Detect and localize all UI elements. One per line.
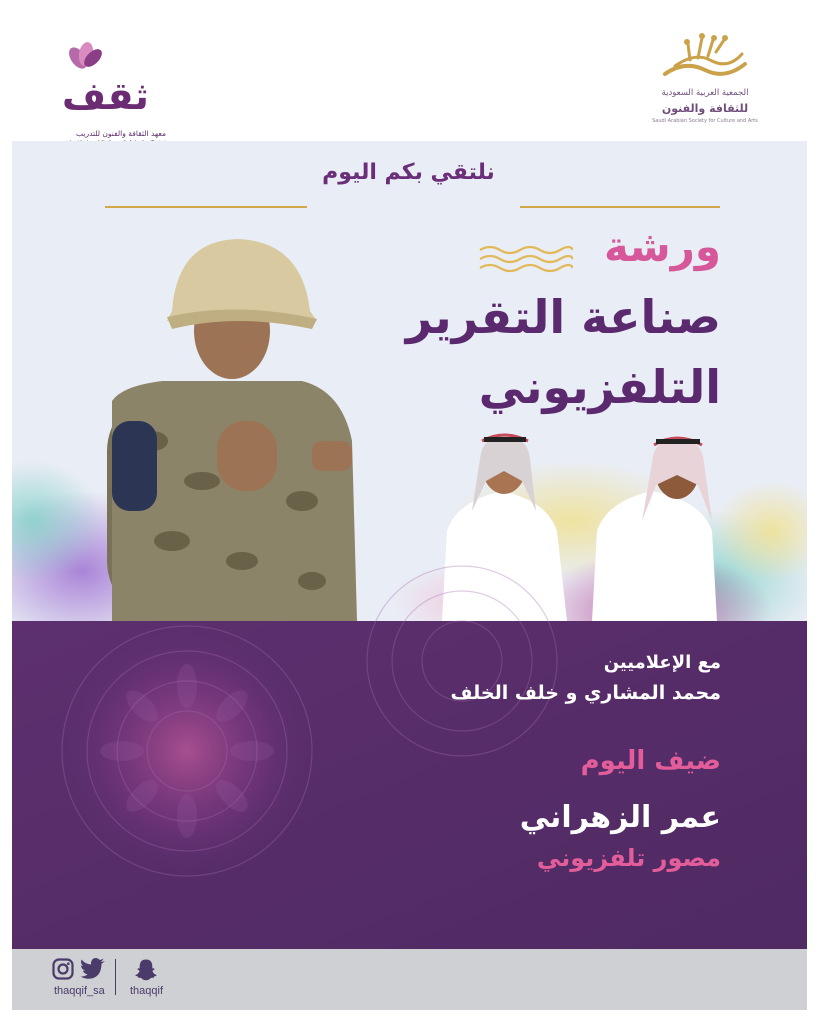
footer-separator [115, 959, 116, 995]
society-name-en: Saudi Arabian Society for Culture and Arts [652, 118, 758, 124]
guest-label: ضيف اليوم [580, 746, 721, 776]
guest-photo [107, 239, 357, 621]
thaqqif-logo [58, 30, 178, 138]
snapchat-icon[interactable] [134, 958, 158, 982]
guest-name: عمر الزهراني [519, 800, 721, 835]
calligraphy-emblem-icon [650, 30, 760, 86]
workshop-label: ورشة [603, 222, 721, 271]
wave-ornament-icon [478, 244, 573, 278]
society-name-line1: الجمعية العربية السعودية [661, 88, 749, 98]
instagram-icon[interactable] [52, 958, 74, 980]
institute-name-ar: معهد الثقافة والفنون للتدريب [76, 129, 166, 138]
guest-role: مصور تلفزيوني [536, 844, 721, 872]
workshop-title-line2: التلفزيوني [478, 360, 721, 414]
tagline: نلتقي بكم اليوم [322, 160, 495, 185]
social-handle-snapchat[interactable]: thaqqif [130, 985, 164, 997]
hosts-names: محمد المشاري و خلف الخلف [450, 682, 721, 704]
workshop-title-line1: صناعة التقرير [405, 290, 721, 344]
social-footer [12, 949, 807, 1010]
gold-divider-right [520, 206, 720, 208]
hosts-label: مع الإعلاميين [603, 652, 721, 673]
sasca-logo [650, 30, 760, 130]
flower-icon [64, 38, 104, 72]
society-name-line2: للثقافة والفنون [661, 102, 749, 115]
twitter-icon[interactable] [80, 958, 106, 980]
brand-wordmark: ثقف [62, 74, 149, 118]
gold-divider-left [105, 206, 307, 208]
social-handle-primary[interactable]: thaqqif_sa [54, 985, 105, 997]
